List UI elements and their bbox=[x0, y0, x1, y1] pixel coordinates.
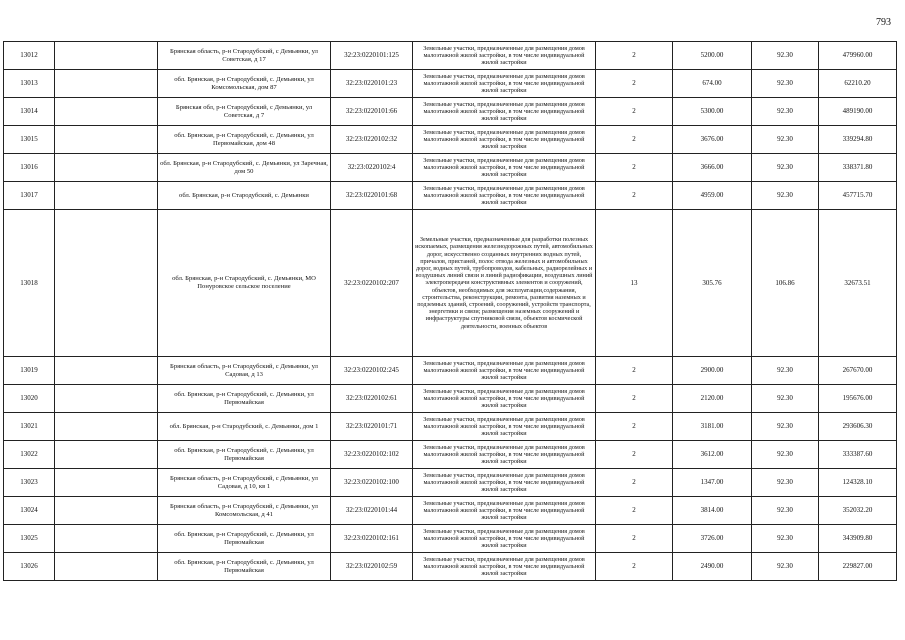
empty-cell bbox=[55, 357, 158, 385]
cadastral-value-cell: 195676.00 bbox=[819, 385, 897, 413]
rate-cell: 92.30 bbox=[752, 497, 819, 525]
rate-cell: 92.30 bbox=[752, 42, 819, 70]
address-cell: обл. Брянская, р-н Стародубский, с. Демьянки, ул Комсомольская, дом 87 bbox=[158, 70, 331, 98]
cadastral-number-cell: 32:23:0220101:44 bbox=[331, 497, 413, 525]
category-code-cell: 2 bbox=[596, 385, 673, 413]
row-id-cell: 13018 bbox=[4, 210, 55, 357]
empty-cell bbox=[55, 182, 158, 210]
area-cell: 3181.00 bbox=[673, 413, 752, 441]
area-cell: 4959.00 bbox=[673, 182, 752, 210]
address-cell: обл. Брянская, р-н Стародубский, с. Демьянки, ул Заречная, дом 50 bbox=[158, 154, 331, 182]
area-cell: 5200.00 bbox=[673, 42, 752, 70]
category-code-cell: 2 bbox=[596, 126, 673, 154]
rate-cell: 92.30 bbox=[752, 154, 819, 182]
address-cell: Брянская обл, р-н Стародубский, с Демьянки, ул Советская, д 7 bbox=[158, 98, 331, 126]
row-id-cell: 13014 bbox=[4, 98, 55, 126]
category-code-cell: 2 bbox=[596, 182, 673, 210]
land-purpose-cell: Земельные участки, предназначенные для размещения домов малоэтажной жилой застройки, в том числе индивидуальной жилой застройки bbox=[413, 525, 596, 553]
table-row bbox=[4, 357, 897, 385]
land-purpose-cell: Земельные участки, предназначенные для размещения домов малоэтажной жилой застройки, в том числе индивидуальной жилой застройки bbox=[413, 469, 596, 497]
category-code-cell: 2 bbox=[596, 525, 673, 553]
area-cell: 2490.00 bbox=[673, 553, 752, 581]
land-purpose-cell: Земельные участки, предназначенные для размещения домов малоэтажной жилой застройки, в том числе индивидуальной жилой застройки bbox=[413, 385, 596, 413]
table-row bbox=[4, 469, 897, 497]
rate-cell: 106.86 bbox=[752, 210, 819, 357]
cadastral-number-cell: 32:23:0220102:207 bbox=[331, 210, 413, 357]
empty-cell bbox=[55, 98, 158, 126]
address-cell: обл. Брянская, р-н Стародубский, с. Демьянки, ул Первомайская bbox=[158, 385, 331, 413]
category-code-cell: 2 bbox=[596, 42, 673, 70]
cadastral-number-cell: 32:23:0220101:66 bbox=[331, 98, 413, 126]
rate-cell: 92.30 bbox=[752, 469, 819, 497]
rate-cell: 92.30 bbox=[752, 385, 819, 413]
table-row bbox=[4, 210, 897, 357]
table-row bbox=[4, 154, 897, 182]
cadastral-value-cell: 338371.80 bbox=[819, 154, 897, 182]
land-purpose-cell: Земельные участки, предназначенные для размещения домов малоэтажной жилой застройки, в том числе индивидуальной жилой застройки bbox=[413, 126, 596, 154]
cadastral-value-cell: 267670.00 bbox=[819, 357, 897, 385]
category-code-cell: 2 bbox=[596, 70, 673, 98]
empty-cell bbox=[55, 469, 158, 497]
rate-cell: 92.30 bbox=[752, 98, 819, 126]
page-number: 793 bbox=[876, 17, 891, 28]
table-row bbox=[4, 182, 897, 210]
cadastral-value-cell: 489190.00 bbox=[819, 98, 897, 126]
land-purpose-cell: Земельные участки, предназначенные для размещения домов малоэтажной жилой застройки, в том числе индивидуальной жилой застройки bbox=[413, 357, 596, 385]
row-id-cell: 13015 bbox=[4, 126, 55, 154]
land-purpose-cell: Земельные участки, предназначенные для размещения домов малоэтажной жилой застройки, в том числе индивидуальной жилой застройки bbox=[413, 413, 596, 441]
address-cell: Брянская область, р-н Стародубский, с Демьянки, ул Садовая, д 13 bbox=[158, 357, 331, 385]
empty-cell bbox=[55, 70, 158, 98]
land-purpose-cell: Земельные участки, предназначенные для размещения домов малоэтажной жилой застройки, в том числе индивидуальной жилой застройки bbox=[413, 42, 596, 70]
cadastral-number-cell: 32:23:0220101:23 bbox=[331, 70, 413, 98]
area-cell: 2120.00 bbox=[673, 385, 752, 413]
area-cell: 3666.00 bbox=[673, 154, 752, 182]
cadastral-value-cell: 479960.00 bbox=[819, 42, 897, 70]
area-cell: 305.76 bbox=[673, 210, 752, 357]
cadastral-value-cell: 339294.80 bbox=[819, 126, 897, 154]
cadastral-value-cell: 352032.20 bbox=[819, 497, 897, 525]
cadastral-value-cell: 62210.20 bbox=[819, 70, 897, 98]
area-cell: 1347.00 bbox=[673, 469, 752, 497]
category-code-cell: 2 bbox=[596, 441, 673, 469]
table-row bbox=[4, 497, 897, 525]
address-cell: Брянская область, р-н Стародубский, с Демьянки, ул Советская, д 17 bbox=[158, 42, 331, 70]
cadastral-value-cell: 32673.51 bbox=[819, 210, 897, 357]
area-cell: 3814.00 bbox=[673, 497, 752, 525]
row-id-cell: 13017 bbox=[4, 182, 55, 210]
area-cell: 5300.00 bbox=[673, 98, 752, 126]
empty-cell bbox=[55, 413, 158, 441]
category-code-cell: 2 bbox=[596, 357, 673, 385]
register-body bbox=[4, 42, 897, 581]
address-cell: обл. Брянская, р-н Стародубский, с. Демьянки, ул Первомайская bbox=[158, 441, 331, 469]
land-purpose-cell: Земельные участки, предназначенные для размещения домов малоэтажной жилой застройки, в том числе индивидуальной жилой застройки bbox=[413, 70, 596, 98]
rate-cell: 92.30 bbox=[752, 413, 819, 441]
land-purpose-cell: Земельные участки, предназначенные для размещения домов малоэтажной жилой застройки, в том числе индивидуальной жилой застройки bbox=[413, 98, 596, 126]
land-purpose-cell: Земельные участки, предназначенные для размещения домов малоэтажной жилой застройки, в том числе индивидуальной жилой застройки bbox=[413, 553, 596, 581]
land-register-table bbox=[3, 41, 897, 581]
land-purpose-cell: Земельные участки, предназначенные для разработки полезных ископаемых, размещения железнодорожных путей, автомобильных дорог, искусственно созданных внутренних водных путей, причалов, пристаней, полос отвода железных и автомобильных дорог, водных путей, трубопроводов, кабельных, радиорелейных и воздушных линий связи и линий радиофикации, воздушных линий электропередачи конструктивных элементов и сооружений, объектов, необходимых для эксплуатации,содержания, строительства, реконструкции, ремонта, развития наземных и подземных зданий, строений, сооружений, устройств транспорта, энергетики и связи; размещения наземных сооружений и инфраструктуры спутниковой связи, объектов космической деятельности, военных объектов bbox=[413, 210, 596, 357]
table-row bbox=[4, 70, 897, 98]
category-code-cell: 2 bbox=[596, 413, 673, 441]
rate-cell: 92.30 bbox=[752, 182, 819, 210]
address-cell: обл. Брянская, р-н Стародубский, с. Демьянки, МО Понуровское сельское поселение bbox=[158, 210, 331, 357]
table-row bbox=[4, 441, 897, 469]
area-cell: 2900.00 bbox=[673, 357, 752, 385]
area-cell: 3612.00 bbox=[673, 441, 752, 469]
table-row bbox=[4, 42, 897, 70]
cadastral-number-cell: 32:23:0220102:59 bbox=[331, 553, 413, 581]
table-row bbox=[4, 413, 897, 441]
row-id-cell: 13025 bbox=[4, 525, 55, 553]
category-code-cell: 2 bbox=[596, 154, 673, 182]
cadastral-number-cell: 32:23:0220101:68 bbox=[331, 182, 413, 210]
rate-cell: 92.30 bbox=[752, 525, 819, 553]
address-cell: обл. Брянская, р-н Стародубский, с. Демьянки, ул Первомайская bbox=[158, 553, 331, 581]
rate-cell: 92.30 bbox=[752, 357, 819, 385]
row-id-cell: 13016 bbox=[4, 154, 55, 182]
empty-cell bbox=[55, 497, 158, 525]
category-code-cell: 2 bbox=[596, 553, 673, 581]
address-cell: обл. Брянская, р-н Стародубский, с. Демьянки, ул Первомайская, дом 48 bbox=[158, 126, 331, 154]
cadastral-number-cell: 32:23:0220102:102 bbox=[331, 441, 413, 469]
table-row bbox=[4, 385, 897, 413]
rate-cell: 92.30 bbox=[752, 553, 819, 581]
cadastral-number-cell: 32:23:0220102:61 bbox=[331, 385, 413, 413]
empty-cell bbox=[55, 126, 158, 154]
category-code-cell: 2 bbox=[596, 497, 673, 525]
cadastral-value-cell: 124328.10 bbox=[819, 469, 897, 497]
row-id-cell: 13013 bbox=[4, 70, 55, 98]
row-id-cell: 13023 bbox=[4, 469, 55, 497]
empty-cell bbox=[55, 525, 158, 553]
empty-cell bbox=[55, 42, 158, 70]
address-cell: Брянская область, р-н Стародубский, с Демьянки, ул Комсомольская, д 41 bbox=[158, 497, 331, 525]
cadastral-number-cell: 32:23:0220102:4 bbox=[331, 154, 413, 182]
area-cell: 3676.00 bbox=[673, 126, 752, 154]
rate-cell: 92.30 bbox=[752, 126, 819, 154]
row-id-cell: 13022 bbox=[4, 441, 55, 469]
cadastral-number-cell: 32:23:0220102:100 bbox=[331, 469, 413, 497]
empty-cell bbox=[55, 553, 158, 581]
table-row bbox=[4, 126, 897, 154]
area-cell: 3726.00 bbox=[673, 525, 752, 553]
category-code-cell: 2 bbox=[596, 469, 673, 497]
address-cell: Брянская область, р-н Стародубский, с Демьянки, ул Садовая, д 10, кв 1 bbox=[158, 469, 331, 497]
cadastral-value-cell: 229827.00 bbox=[819, 553, 897, 581]
land-purpose-cell: Земельные участки, предназначенные для размещения домов малоэтажной жилой застройки, в том числе индивидуальной жилой застройки bbox=[413, 497, 596, 525]
cadastral-number-cell: 32:23:0220102:32 bbox=[331, 126, 413, 154]
cadastral-value-cell: 333387.60 bbox=[819, 441, 897, 469]
cadastral-number-cell: 32:23:0220102:161 bbox=[331, 525, 413, 553]
empty-cell bbox=[55, 385, 158, 413]
rate-cell: 92.30 bbox=[752, 70, 819, 98]
land-purpose-cell: Земельные участки, предназначенные для размещения домов малоэтажной жилой застройки, в том числе индивидуальной жилой застройки bbox=[413, 154, 596, 182]
empty-cell bbox=[55, 154, 158, 182]
cadastral-value-cell: 457715.70 bbox=[819, 182, 897, 210]
row-id-cell: 13012 bbox=[4, 42, 55, 70]
address-cell: обл. Брянская, р-н Стародубский, с. Демьянки, ул Первомайская bbox=[158, 525, 331, 553]
row-id-cell: 13021 bbox=[4, 413, 55, 441]
cadastral-value-cell: 293606.30 bbox=[819, 413, 897, 441]
empty-cell bbox=[55, 441, 158, 469]
row-id-cell: 13026 bbox=[4, 553, 55, 581]
land-purpose-cell: Земельные участки, предназначенные для размещения домов малоэтажной жилой застройки, в том числе индивидуальной жилой застройки bbox=[413, 441, 596, 469]
category-code-cell: 2 bbox=[596, 98, 673, 126]
empty-cell bbox=[55, 210, 158, 357]
address-cell: обл. Брянская, р-н Стародубский, с. Демьянки, дом 1 bbox=[158, 413, 331, 441]
category-code-cell: 13 bbox=[596, 210, 673, 357]
cadastral-number-cell: 32:23:0220101:125 bbox=[331, 42, 413, 70]
cadastral-value-cell: 343909.80 bbox=[819, 525, 897, 553]
table-row bbox=[4, 553, 897, 581]
row-id-cell: 13019 bbox=[4, 357, 55, 385]
row-id-cell: 13020 bbox=[4, 385, 55, 413]
address-cell: обл. Брянская, р-н Стародубский, с. Демьянки bbox=[158, 182, 331, 210]
cadastral-number-cell: 32:23:0220101:71 bbox=[331, 413, 413, 441]
table-row bbox=[4, 525, 897, 553]
rate-cell: 92.30 bbox=[752, 441, 819, 469]
table-row bbox=[4, 98, 897, 126]
area-cell: 674.00 bbox=[673, 70, 752, 98]
cadastral-number-cell: 32:23:0220102:245 bbox=[331, 357, 413, 385]
land-purpose-cell: Земельные участки, предназначенные для размещения домов малоэтажной жилой застройки, в том числе индивидуальной жилой застройки bbox=[413, 182, 596, 210]
row-id-cell: 13024 bbox=[4, 497, 55, 525]
